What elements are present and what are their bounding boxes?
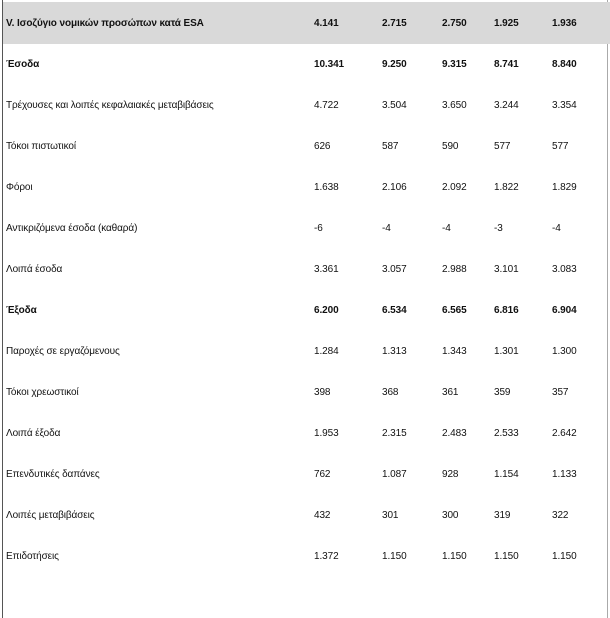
cell-value: 1.284 bbox=[314, 346, 339, 357]
cell-value: 3.650 bbox=[442, 100, 467, 111]
cell-value: -4 bbox=[442, 223, 451, 234]
cell-value: 8.741 bbox=[494, 59, 519, 70]
cell-value: 301 bbox=[382, 510, 399, 521]
cell-value: 3.361 bbox=[314, 264, 339, 275]
cell-value: 1.343 bbox=[442, 346, 467, 357]
cell-value: -6 bbox=[314, 223, 323, 234]
table-row-revenue bbox=[3, 44, 610, 85]
cell-value: 398 bbox=[314, 387, 331, 398]
cell-value: 1.150 bbox=[382, 551, 407, 562]
cell-value: 1.150 bbox=[552, 551, 577, 562]
table-row bbox=[3, 454, 610, 495]
cell-value: -4 bbox=[552, 223, 561, 234]
cell-value: 2.092 bbox=[442, 182, 467, 193]
cell-value: 3.057 bbox=[382, 264, 407, 275]
cell-value: 3.504 bbox=[382, 100, 407, 111]
cell-value: 3.101 bbox=[494, 264, 519, 275]
cell-value: 587 bbox=[382, 141, 399, 152]
cell-value: 577 bbox=[494, 141, 511, 152]
header-value: 2.750 bbox=[442, 2, 494, 44]
table-row bbox=[3, 536, 610, 577]
cell-value: 361 bbox=[442, 387, 459, 398]
table-row bbox=[3, 249, 610, 290]
cell-value: 762 bbox=[314, 469, 331, 480]
row-label: Έσοδα bbox=[6, 59, 40, 70]
cell-value: 1.300 bbox=[552, 346, 577, 357]
cell-value: 6.534 bbox=[382, 305, 407, 316]
row-label: Λοιπά έσοδα bbox=[6, 264, 63, 275]
cell-value: 2.642 bbox=[552, 428, 577, 439]
row-label: Επιδοτήσεις bbox=[6, 551, 59, 562]
cell-value: 928 bbox=[442, 469, 459, 480]
cell-value: 1.150 bbox=[442, 551, 467, 562]
table-row bbox=[3, 495, 610, 536]
table-row bbox=[3, 372, 610, 413]
cell-value: 577 bbox=[552, 141, 569, 152]
cell-value: 2.533 bbox=[494, 428, 519, 439]
cell-value: 2.988 bbox=[442, 264, 467, 275]
table-row bbox=[3, 413, 610, 454]
row-label: Αντικριζόμενα έσοδα (καθαρά) bbox=[6, 223, 138, 234]
header-value: 1.925 bbox=[494, 2, 552, 44]
cell-value: 9.315 bbox=[442, 59, 467, 70]
row-label: Τρέχουσες και λοιπές κεφαλαιακές μεταβιβάσεις bbox=[6, 100, 214, 111]
esa-balance-table bbox=[3, 2, 610, 577]
cell-value: -3 bbox=[494, 223, 503, 234]
cell-value: 357 bbox=[552, 387, 569, 398]
row-label: Τόκοι χρεωστικοί bbox=[6, 387, 79, 398]
cell-value: 1.953 bbox=[314, 428, 339, 439]
cell-value: 319 bbox=[494, 510, 511, 521]
row-label: Λοιπά έξοδα bbox=[6, 428, 61, 439]
cell-value: 432 bbox=[314, 510, 331, 521]
cell-value: 1.638 bbox=[314, 182, 339, 193]
header-value: 2.715 bbox=[382, 2, 442, 44]
row-label: Φόροι bbox=[6, 182, 33, 193]
cell-value: 8.840 bbox=[552, 59, 577, 70]
cell-value: 6.816 bbox=[494, 305, 519, 316]
cell-value: 3.244 bbox=[494, 100, 519, 111]
cell-value: 1.133 bbox=[552, 469, 577, 480]
cell-value: 10.341 bbox=[314, 59, 344, 70]
cell-value: 4.722 bbox=[314, 100, 339, 111]
table-row-expenses bbox=[3, 290, 610, 331]
cell-value: 1.313 bbox=[382, 346, 407, 357]
cell-value: 3.354 bbox=[552, 100, 577, 111]
row-label: Λοιπές μεταβιβάσεις bbox=[6, 510, 95, 521]
cell-value: 300 bbox=[442, 510, 459, 521]
cell-value: -4 bbox=[382, 223, 391, 234]
table-title: V. Ισοζύγιο νομικών προσώπων κατά ESA bbox=[3, 2, 314, 44]
row-label: Παροχές σε εργαζόμενους bbox=[6, 346, 120, 357]
cell-value: 2.315 bbox=[382, 428, 407, 439]
cell-value: 1.150 bbox=[494, 551, 519, 562]
cell-value: 1.372 bbox=[314, 551, 339, 562]
table-row bbox=[3, 85, 610, 126]
cell-value: 6.565 bbox=[442, 305, 467, 316]
table-row bbox=[3, 126, 610, 167]
table-row bbox=[3, 167, 610, 208]
cell-value: 9.250 bbox=[382, 59, 407, 70]
header-value: 1.936 bbox=[552, 2, 610, 44]
row-label: Επενδυτικές δαπάνες bbox=[6, 469, 100, 480]
cell-value: 1.829 bbox=[552, 182, 577, 193]
cell-value: 2.483 bbox=[442, 428, 467, 439]
cell-value: 590 bbox=[442, 141, 459, 152]
cell-value: 626 bbox=[314, 141, 331, 152]
cell-value: 359 bbox=[494, 387, 511, 398]
table-row bbox=[3, 331, 610, 372]
cell-value: 1.087 bbox=[382, 469, 407, 480]
cell-value: 322 bbox=[552, 510, 569, 521]
table-row bbox=[3, 208, 610, 249]
cell-value: 1.301 bbox=[494, 346, 519, 357]
cell-value: 1.822 bbox=[494, 182, 519, 193]
cell-value: 6.904 bbox=[552, 305, 577, 316]
cell-value: 6.200 bbox=[314, 305, 339, 316]
header-value: 4.141 bbox=[314, 2, 382, 44]
cell-value: 1.154 bbox=[494, 469, 519, 480]
cell-value: 3.083 bbox=[552, 264, 577, 275]
cell-value: 368 bbox=[382, 387, 399, 398]
row-label: Έξοδα bbox=[6, 305, 37, 316]
table-header-row bbox=[3, 2, 610, 44]
cell-value: 2.106 bbox=[382, 182, 407, 193]
row-label: Τόκοι πιστωτικοί bbox=[6, 141, 77, 152]
